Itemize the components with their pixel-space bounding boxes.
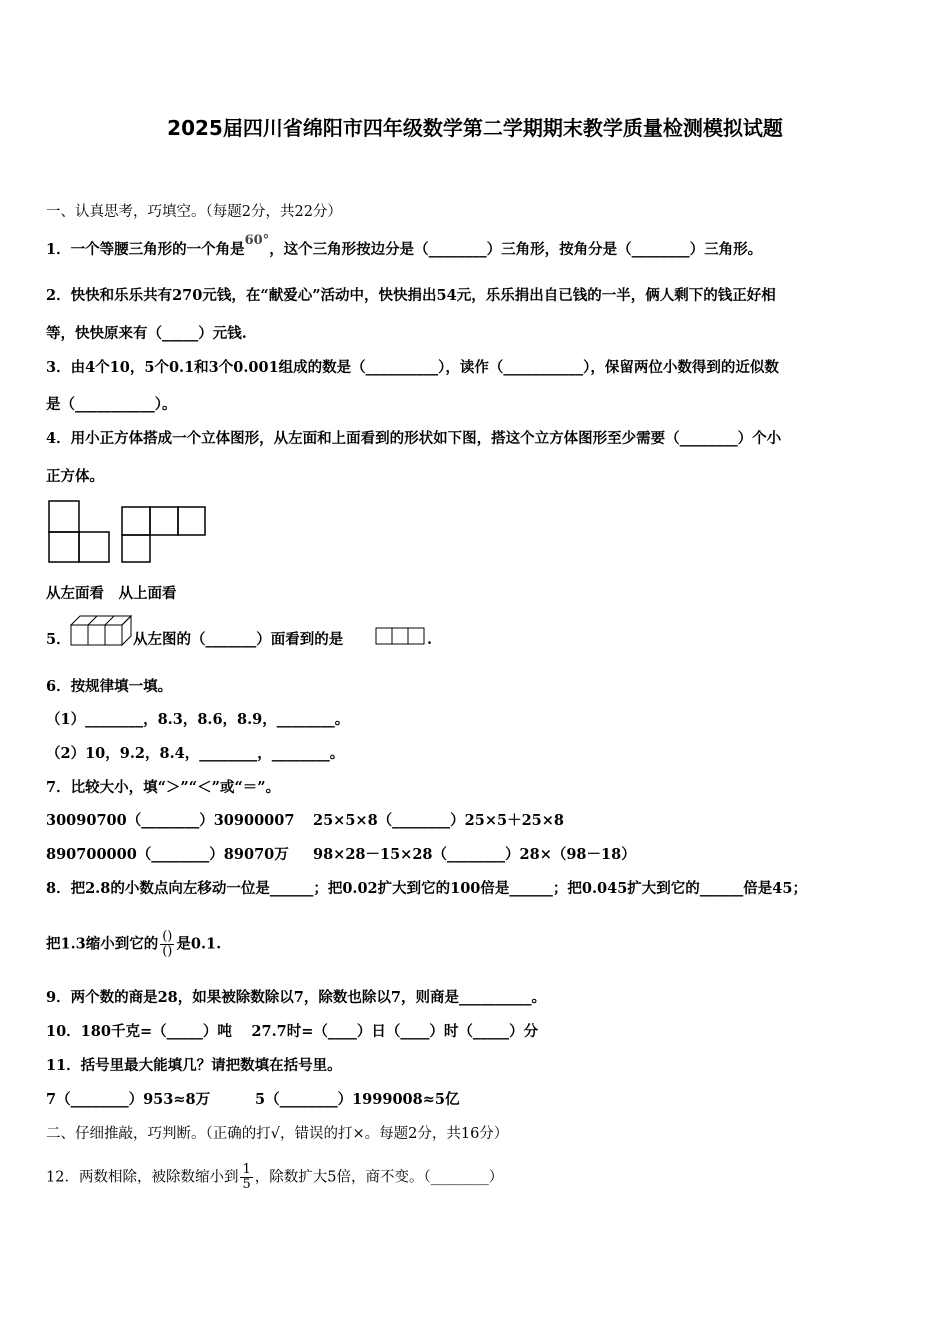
question-3-line-1: 3．由4个10，5个0.1和3个0.001组成的数是（__________），读作（___________），保留两位小数得到的近似数 [46,359,779,376]
q1-text-b: ，这个三角形按边分是（________）三角形，按角分是（________）三角形。 [269,241,763,258]
question-4-line-1: 4．用小正方体搭成一个立体图形，从左面和上面看到的形状如下图，搭这个立方体图形至少需要（________）个小 [46,430,782,447]
cube-row-3d-figure [69,613,133,647]
question-11-line-2a: 7（________）953≈8万 [46,1091,211,1108]
q8-text-a: 把1.3缩小到它的 [46,935,159,953]
section-1-heading: 一、认真思考，巧填空。（每题2分，共22分） [46,204,342,220]
page-title: 2025届四川省绵阳市四年级数学第二学期期末教学质量检测模拟试题 [167,116,783,140]
question-1 [46,233,763,261]
q8-fraction-numerator: () [162,929,173,944]
question-12 [46,1163,503,1192]
question-11-line-2b: 5（________）1999008≈5亿 [255,1091,460,1108]
question-4-line-2: 正方体。 [46,468,104,485]
question-5-end: . [427,631,433,648]
q8-fraction-denominator: () [162,944,173,959]
question-2-line-2: 等，快快原来有（_____）元钱. [46,325,247,342]
q12-text-a: 12．两数相除，被除数缩小到 [46,1169,239,1186]
question-4-caption: 从左面看 从上面看 [46,585,177,602]
question-5-text: 从左图的（_______）面看到的是 [133,631,344,648]
question-5-number: 5． [46,631,71,648]
question-7-line-2b: 25×5×8（________）25×5＋25×8 [313,812,564,829]
q12-text-b: ，除数扩大5倍，商不变。（________） [254,1169,504,1186]
q8-fraction [160,930,174,959]
question-10: 10．180千克=（_____）吨 27.7时=（____）日（____）时（_____）分 [46,1023,539,1040]
top-view-figure [121,506,207,564]
question-7-line-1: 7．比较大小，填“＞”“＜”或“＝”。 [46,779,281,796]
q8-text-b: 是0.1. [176,935,222,953]
question-7-line-3b: 98×28－15×28（________）28×（98－18） [313,846,636,863]
question-7-line-2a: 30090700（________）30900007 [46,812,295,829]
three-square-figure [374,626,428,646]
section-2-heading: 二、仔细推敲，巧判断。（正确的打√，错误的打×。每题2分，共16分） [46,1126,509,1142]
question-8-line-2 [46,930,221,959]
q12-fraction [240,1163,252,1192]
question-2-line-1: 2．快快和乐乐共有270元钱，在“献爱心”活动中，快快捐出54元，乐乐捐出自已钱的一半，俩人剩下的钱正好相 [46,287,776,304]
question-8-line-1: 8．把2.8的小数点向左移动一位是______；把0.02扩大到它的100倍是______；把0.045扩大到它的______倍是45； [46,880,807,897]
question-11-line-1: 11．括号里最大能填几？请把数填在括号里。 [46,1057,342,1074]
q1-angle: 60° [244,233,270,248]
q12-fraction-denominator: 5 [242,1177,251,1192]
question-6-line-3: （2）10，9.2，8.4，________，________。 [46,745,345,762]
question-6-line-2: （1）________，8.3，8.6，8.9，________。 [46,711,350,728]
q12-fraction-numerator: 1 [242,1162,251,1177]
question-7-line-3a: 890700000（________）89070万 [46,846,289,863]
left-view-figure [48,500,112,564]
question-6-line-1: 6．按规律填一填。 [46,678,173,695]
question-3-line-2: 是（___________）。 [46,396,177,413]
question-9: 9．两个数的商是28，如果被除数除以7，除数也除以7，则商是__________。 [46,989,546,1006]
q1-text-a: 1．一个等腰三角形的一个角是 [46,241,245,258]
